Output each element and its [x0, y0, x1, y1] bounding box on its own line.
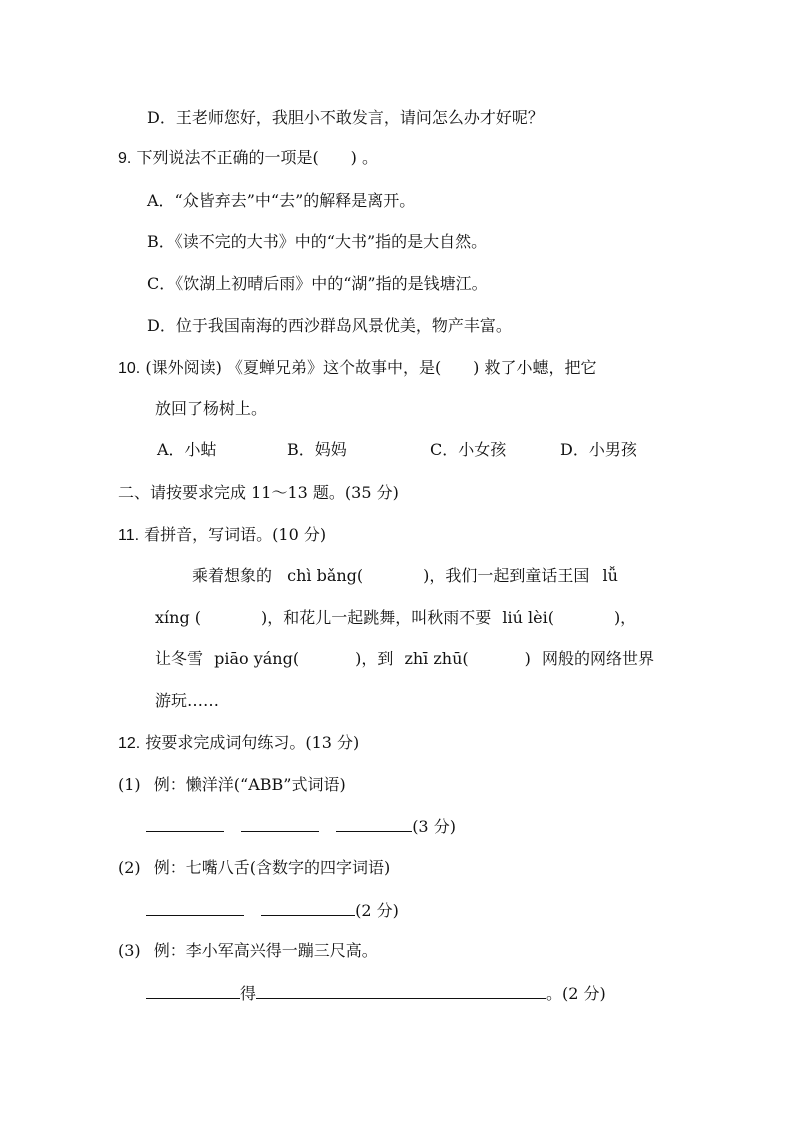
q12-stem-line	[118, 732, 359, 755]
q11-text: 网般的网络世界	[542, 649, 655, 668]
q12-item-3-answers	[146, 982, 606, 1005]
q11-line-4: 游玩……	[155, 691, 220, 710]
q12-item-3	[118, 940, 378, 962]
q9-option-d: D．位于我国南海的西沙群岛风景优美，物产丰富。	[147, 316, 512, 335]
q11-pinyin-chibang: chì bǎng(	[287, 566, 364, 585]
q11-text: )，我们一起到童话王国	[423, 566, 590, 585]
q9-option-b: B．《读不完的大书》中的“大书”指的是大自然。	[147, 232, 488, 251]
answer-blank[interactable]	[241, 815, 319, 832]
q12-item-text: 例：懒洋洋(“ABB”式词语)	[153, 775, 346, 794]
q12-item-period: 。	[546, 984, 563, 1003]
q11-pinyin-xing: xíng (	[155, 608, 202, 627]
q8-option-d: D．王老师您好，我胆小不敢发言，请问怎么办才好呢？	[147, 108, 544, 127]
q11-number: 11.	[118, 527, 140, 544]
q9-number: 9.	[118, 150, 132, 167]
q12-item-label: (1)	[118, 775, 141, 794]
q11-pinyin-lv: lǚ	[602, 566, 618, 585]
q12-item-score: (2 分)	[562, 984, 606, 1003]
q12-item-de: 得	[240, 984, 257, 1003]
q10-option-d: D．小男孩	[560, 440, 637, 459]
q10-option-c: C．小女孩	[430, 440, 507, 459]
answer-blank[interactable]	[146, 899, 244, 916]
q11-text: )，	[613, 608, 637, 627]
q10-stem-1: 《夏蝉兄弟》这个故事中，是( ) 救了小蟪，把它	[226, 358, 597, 377]
q12-item-2	[118, 857, 390, 879]
q10-tag: (课外阅读)	[145, 358, 222, 377]
answer-blank[interactable]	[261, 899, 355, 916]
q11-pinyin-liulei: liú lèi(	[502, 608, 554, 627]
q10-stem-line-1	[118, 357, 597, 380]
q11-text: )	[524, 649, 531, 668]
q12-item-1-answers	[146, 815, 456, 838]
section-2-title: 二、请按要求完成 11～13 题。(35 分)	[118, 483, 399, 502]
q12-number: 12.	[118, 735, 141, 752]
answer-blank[interactable]	[146, 815, 224, 832]
q9-stem: 下列说法不正确的一项是( ) 。	[136, 148, 379, 167]
q11-text: )，和花儿一起跳舞，叫秋雨不要	[261, 608, 492, 627]
q11-text: 乘着想象的	[192, 566, 273, 585]
q11-text: 让冬雪	[155, 649, 204, 668]
answer-blank[interactable]	[146, 982, 240, 999]
q11-text: )，到	[355, 649, 394, 668]
q11-line-1	[192, 565, 618, 587]
q11-pinyin-piaoyang: piāo yáng(	[214, 649, 300, 668]
q9-option-a: A．“众皆弃去”中“去”的解释是离开。	[147, 191, 416, 210]
q11-line-3	[155, 648, 654, 670]
answer-blank[interactable]	[336, 815, 412, 832]
answer-blank[interactable]	[256, 982, 546, 999]
q11-line-2	[155, 607, 636, 629]
q12-item-score: (3 分)	[412, 817, 456, 836]
q11-stem: 看拼音，写词语。(10 分)	[144, 525, 327, 544]
q12-item-label: (2)	[118, 858, 141, 877]
q12-item-text: 例：李小军高兴得一蹦三尺高。	[153, 941, 378, 960]
q10-option-b: B．妈妈	[287, 440, 347, 459]
q10-stem-line-2: 放回了杨树上。	[155, 399, 268, 418]
q12-item-score: (2 分)	[355, 901, 399, 920]
q9-option-c: C．《饮湖上初晴后雨》中的“湖”指的是钱塘江。	[147, 274, 488, 293]
q12-item-label: (3)	[118, 941, 141, 960]
q11-stem-line	[118, 524, 326, 547]
q12-stem: 按要求完成词句练习。(13 分)	[145, 733, 360, 752]
q12-item-1	[118, 774, 346, 796]
q10-number: 10.	[118, 360, 141, 377]
q9-stem-line	[118, 147, 378, 170]
q12-item-2-answers	[146, 899, 399, 922]
q10-option-a: A．小蛄	[157, 440, 217, 459]
q12-item-text: 例：七嘴八舌(含数字的四字词语)	[153, 858, 391, 877]
q11-pinyin-zhizhu: zhī zhū(	[404, 649, 469, 668]
